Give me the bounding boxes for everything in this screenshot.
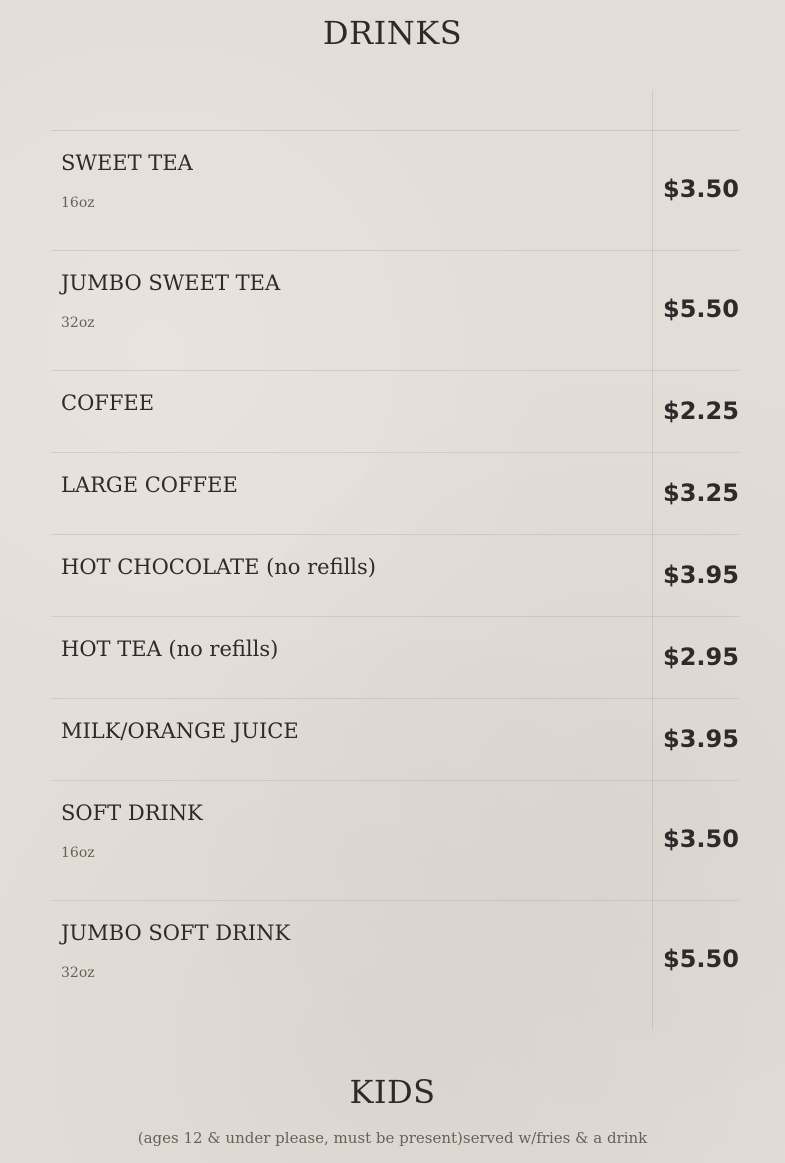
item-price: $3.25 [663,479,739,507]
item-name: HOT TEA (no refills) [61,637,279,661]
table-header-row [51,90,739,131]
drinks-section-title: DRINKS [322,14,463,52]
menu-item-jumbo-soft-drink [51,901,739,1021]
menu-item-sweet-tea [51,131,739,251]
menu-item-hot-tea [51,617,739,699]
menu-item-hot-chocolate [51,535,739,617]
item-name: SWEET TEA [61,151,193,175]
item-size: 32oz [61,315,95,331]
item-size: 16oz [61,845,95,861]
item-name: LARGE COFFEE [61,473,238,497]
item-price: $3.50 [663,175,739,203]
item-name: HOT CHOCOLATE (no refills) [61,555,376,579]
item-size: 16oz [61,195,95,211]
item-price: $3.50 [663,825,739,853]
kids-section-title: KIDS [349,1073,436,1111]
menu-item-large-coffee [51,453,739,535]
drinks-menu-table [51,90,739,1030]
menu-item-milk-orange-juice [51,699,739,781]
item-price: $3.95 [663,561,739,589]
item-price: $3.95 [663,725,739,753]
menu-item-soft-drink [51,781,739,901]
item-name: COFFEE [61,391,155,415]
item-name: JUMBO SWEET TEA [61,271,281,295]
item-price: $5.50 [663,945,739,973]
item-size: 32oz [61,965,95,981]
item-name: JUMBO SOFT DRINK [61,921,291,945]
menu-item-jumbo-sweet-tea [51,251,739,371]
item-name: SOFT DRINK [61,801,203,825]
item-name: MILK/ORANGE JUICE [61,719,299,743]
item-price: $2.95 [663,643,739,671]
item-price: $5.50 [663,295,739,323]
menu-item-coffee [51,371,739,453]
item-price: $2.25 [663,397,739,425]
kids-section-note: (ages 12 & under please, must be present)served w/fries & a drink [137,1129,648,1147]
